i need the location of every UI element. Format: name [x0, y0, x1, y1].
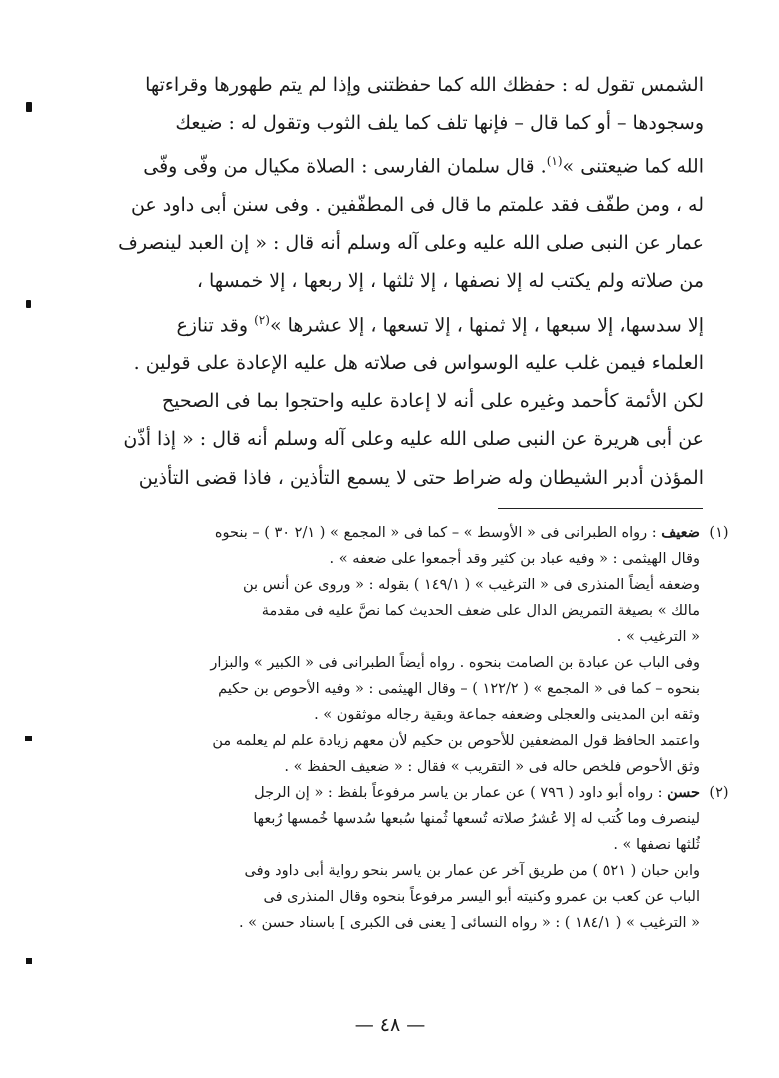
footnote-line [96, 520, 700, 546]
main-text [92, 66, 704, 497]
scan-mark [25, 736, 32, 741]
footnote-line: الباب عن كعب بن عمرو وكنيته أبو اليسر مرفوعاً بنحوه وقال المنذرى فى [263, 889, 700, 905]
grade-label: ضعيف [661, 524, 700, 541]
footnote-line: مالك » بصيغة التمريض الدال على ضعف الحديث كما نصَّ عليه فى مقدمة [261, 603, 700, 619]
text-line: عن أبى هريرة عن النبى صلى الله عليه وعلى آله وسلم أنه قال : « إذا أذّن [123, 428, 704, 451]
footnote-ref[interactable]: (١) [546, 154, 563, 169]
footnote-divider [498, 508, 703, 509]
scan-mark [26, 102, 32, 112]
footnote-2 [96, 780, 729, 936]
footnote-line: وفى الباب عن عبادة بن الصامت بنحوه . رواه أيضاً الطبرانى فى « الكبير » والبزار [210, 655, 700, 671]
text-line [92, 301, 704, 345]
footnote-line: وثقه ابن المدينى والعجلى وضعفه جماعة وبقية رجاله موثقون » . [314, 707, 700, 723]
text-segment: إلا سدسها، إلا سبعها ، إلا ثمنها ، إلا تسعها ، إلا عشرها » [269, 313, 704, 336]
text-segment: الله كما ضيعتنى » [562, 155, 704, 178]
page-number: — ٤٨ — [354, 1014, 426, 1036]
footnote-line: بنحوه – كما فى « المجمع » ( ١٢٢/٢ ) – وقال الهيثمى : « وفيه الأحوص بن حكيم [218, 681, 700, 697]
scan-mark [26, 300, 31, 308]
footnote-line: « الترغيب » ( ١٨٤/١ ) : « رواه النسائى [ يعنى فى الكبرى ] باسناد حسن » . [238, 915, 700, 931]
text-segment: . قال سلمان الفارسى : الصلاة مكيال من وفّى وفّى [143, 155, 547, 178]
text-line [92, 142, 704, 186]
text-line: عمار عن النبى صلى الله عليه وعلى آله وسلم أنه قال : « إن العبد لينصرف [118, 232, 704, 255]
grade-label: حسن [667, 784, 700, 801]
text-line: لكن الأئمة كأحمد وغيره على أنه لا إعادة عليه واحتجوا بما فى الصحيح [161, 390, 704, 413]
footnote-number: (٢) [709, 785, 729, 801]
footnote-line: لينصرف وما كُتب له إلا عُشرُ صلاته تُسعها ثُمنها سُبعها سُدسها خُمسها رُبعها [253, 811, 700, 827]
footnote-ref[interactable]: (٢) [254, 312, 270, 327]
text-segment: : رواه أبو داود ( ٧٩٦ ) عن عمار بن ياسر مرفوعاً بلفظ : « إن الرجل [254, 785, 663, 801]
footnote-number: (١) [709, 525, 729, 541]
footnote-line: وقال الهيثمى : « وفيه عباد بن كثير وقد أجمعوا على ضعفه » . [329, 551, 700, 567]
scan-mark [26, 958, 32, 964]
text-line: له ، ومن طفّف فقد علمتم ما قال فى المطفّفين . وفى سنن أبى داود عن [130, 193, 704, 216]
footnote-line: وثق الأحوص فلخص حاله فى « التقريب » فقال : « ضعيف الحفظ » . [284, 759, 700, 775]
footnote-line: « الترغيب » . [616, 629, 700, 645]
text-line: المؤذن أدبر الشيطان وله ضراط حتى لا يسمع التأذين ، فاذا قضى التأذين [138, 466, 704, 489]
text-line: العلماء فيمن غلب عليه الوسواس فى صلاته هل عليه الإعادة على قولين . [133, 352, 704, 375]
footnotes [96, 520, 729, 936]
footnote-line: وضعفه أيضاً المنذرى فى « الترغيب » ( ١٤٩/١ ) بقوله : « وروى عن أنس بن [242, 577, 700, 593]
text-segment: : رواه الطبرانى فى « الأوسط » – كما فى « المجمع » ( ٢/١ ٣٠ ) – بنحوه [214, 525, 657, 541]
text-line: وسجودها – أو كما قال – فإنها تلف كما يلف الثوب وتقول له : ضيعك [175, 112, 704, 135]
footnote-line: ثُلثها نصفها » . [613, 837, 700, 853]
footnote-line: واعتمد الحافظ قول المضعفين للأحوص بن حكيم لأن معهم زيادة علم لم يعلمه من [212, 733, 700, 749]
footnote-line [96, 780, 700, 806]
text-line: من صلاته ولم يكتب له إلا نصفها ، إلا ثلثها ، إلا ربعها ، إلا خمسها ، [196, 270, 704, 293]
text-line: الشمس تقول له : حفظك الله كما حفظتنى وإذا لم يتم طهورها وقراءتها [145, 74, 704, 96]
footnote-1 [96, 520, 729, 780]
footnote-line: وابن حبان ( ٥٢١ ) من طريق آخر عن عمار بن ياسر بنحو رواية أبى داود وفى [244, 863, 700, 879]
text-segment: وقد تنازع [176, 313, 249, 336]
